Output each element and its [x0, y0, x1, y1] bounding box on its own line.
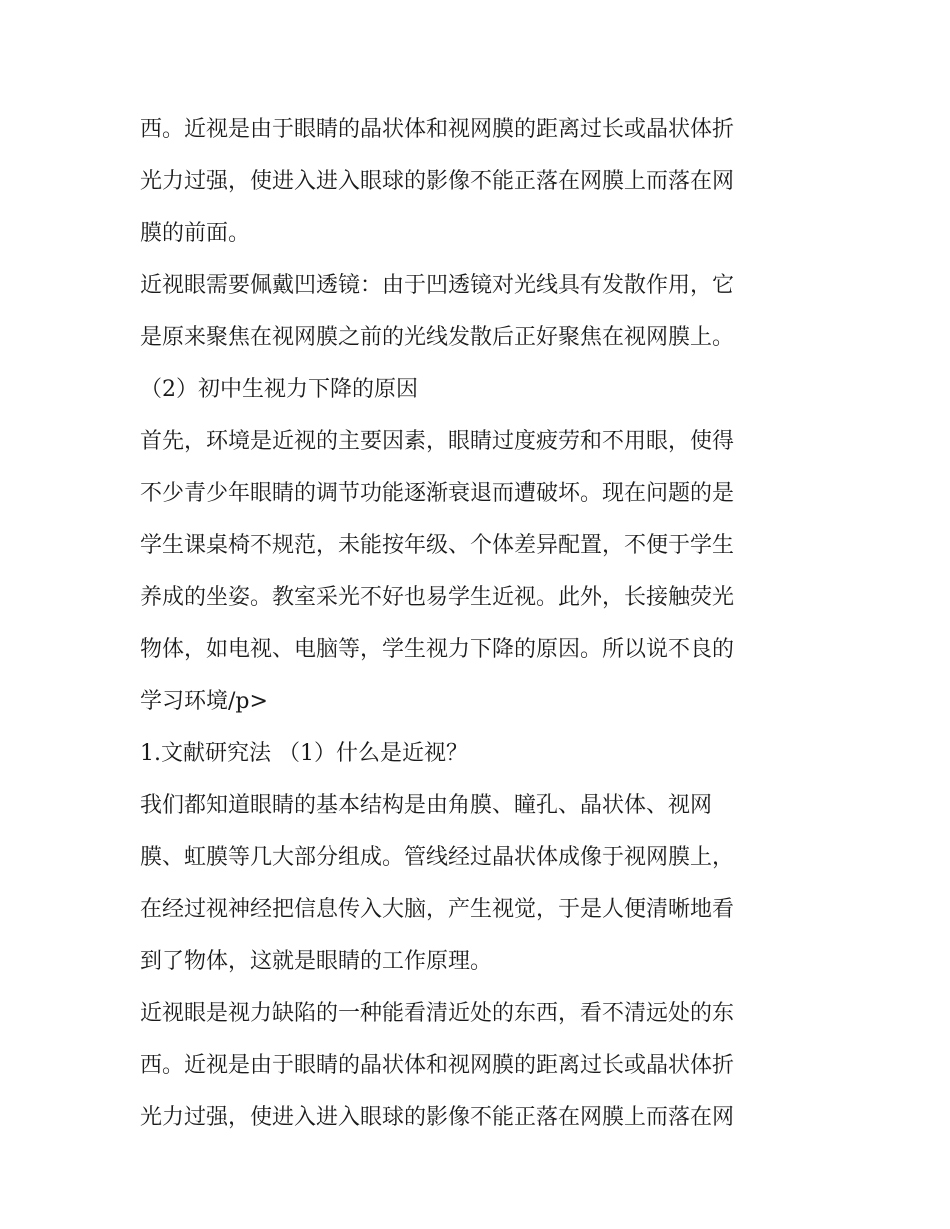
- text-line: 光力过强，使进入进入眼球的影像不能正落在网膜上而落在网: [140, 169, 735, 194]
- text-line: 学生课桌椅不规范，未能按年级、个体差异配置，不便于学生: [140, 533, 735, 558]
- text-line: 是原来聚焦在视网膜之前的光线发散后正好聚焦在视网膜上。: [140, 325, 735, 350]
- text-line: 学习环境/p>: [140, 689, 268, 714]
- section-heading: （2）初中生视力下降的原因: [140, 377, 418, 402]
- text-line: 我们都知道眼睛的基本结构是由角膜、瞳孔、晶状体、视网: [140, 793, 713, 818]
- text-line: 近视眼是视力缺陷的一种能看清近处的东西，看不清远处的东: [140, 1001, 735, 1026]
- text-line: 首先，环境是近视的主要因素，眼睛过度疲劳和不用眼，使得: [140, 429, 735, 454]
- text-line: 西。近视是由于眼睛的晶状体和视网膜的距离过长或晶状体折: [140, 1053, 735, 1078]
- document-body: [140, 104, 830, 1144]
- text-line: 近视眼需要佩戴凹透镜：由于凹透镜对光线具有发散作用，它: [140, 273, 735, 298]
- text-line: 膜、虹膜等几大部分组成。管线经过晶状体成像于视网膜上，: [140, 845, 735, 870]
- text-line: 物体，如电视、电脑等，学生视力下降的原因。所以说不良的: [140, 637, 735, 662]
- section-heading: 1.文献研究法 （1）什么是近视？: [140, 741, 468, 766]
- text-line: 在经过视神经把信息传入大脑，产生视觉，于是人便清晰地看: [140, 897, 735, 922]
- text-line: 不少青少年眼睛的调节功能逐渐衰退而遭破坏。现在问题的是: [140, 481, 735, 506]
- text-line: 光力过强，使进入进入眼球的影像不能正落在网膜上而落在网: [140, 1105, 735, 1130]
- text-line: 养成的坐姿。教室采光不好也易学生近视。此外，长接触荧光: [140, 585, 735, 610]
- text-line: 膜的前面。: [140, 221, 251, 246]
- text-line: 到了物体，这就是眼睛的工作原理。: [140, 949, 493, 974]
- text-line: 西。近视是由于眼睛的晶状体和视网膜的距离过长或晶状体折: [140, 117, 735, 142]
